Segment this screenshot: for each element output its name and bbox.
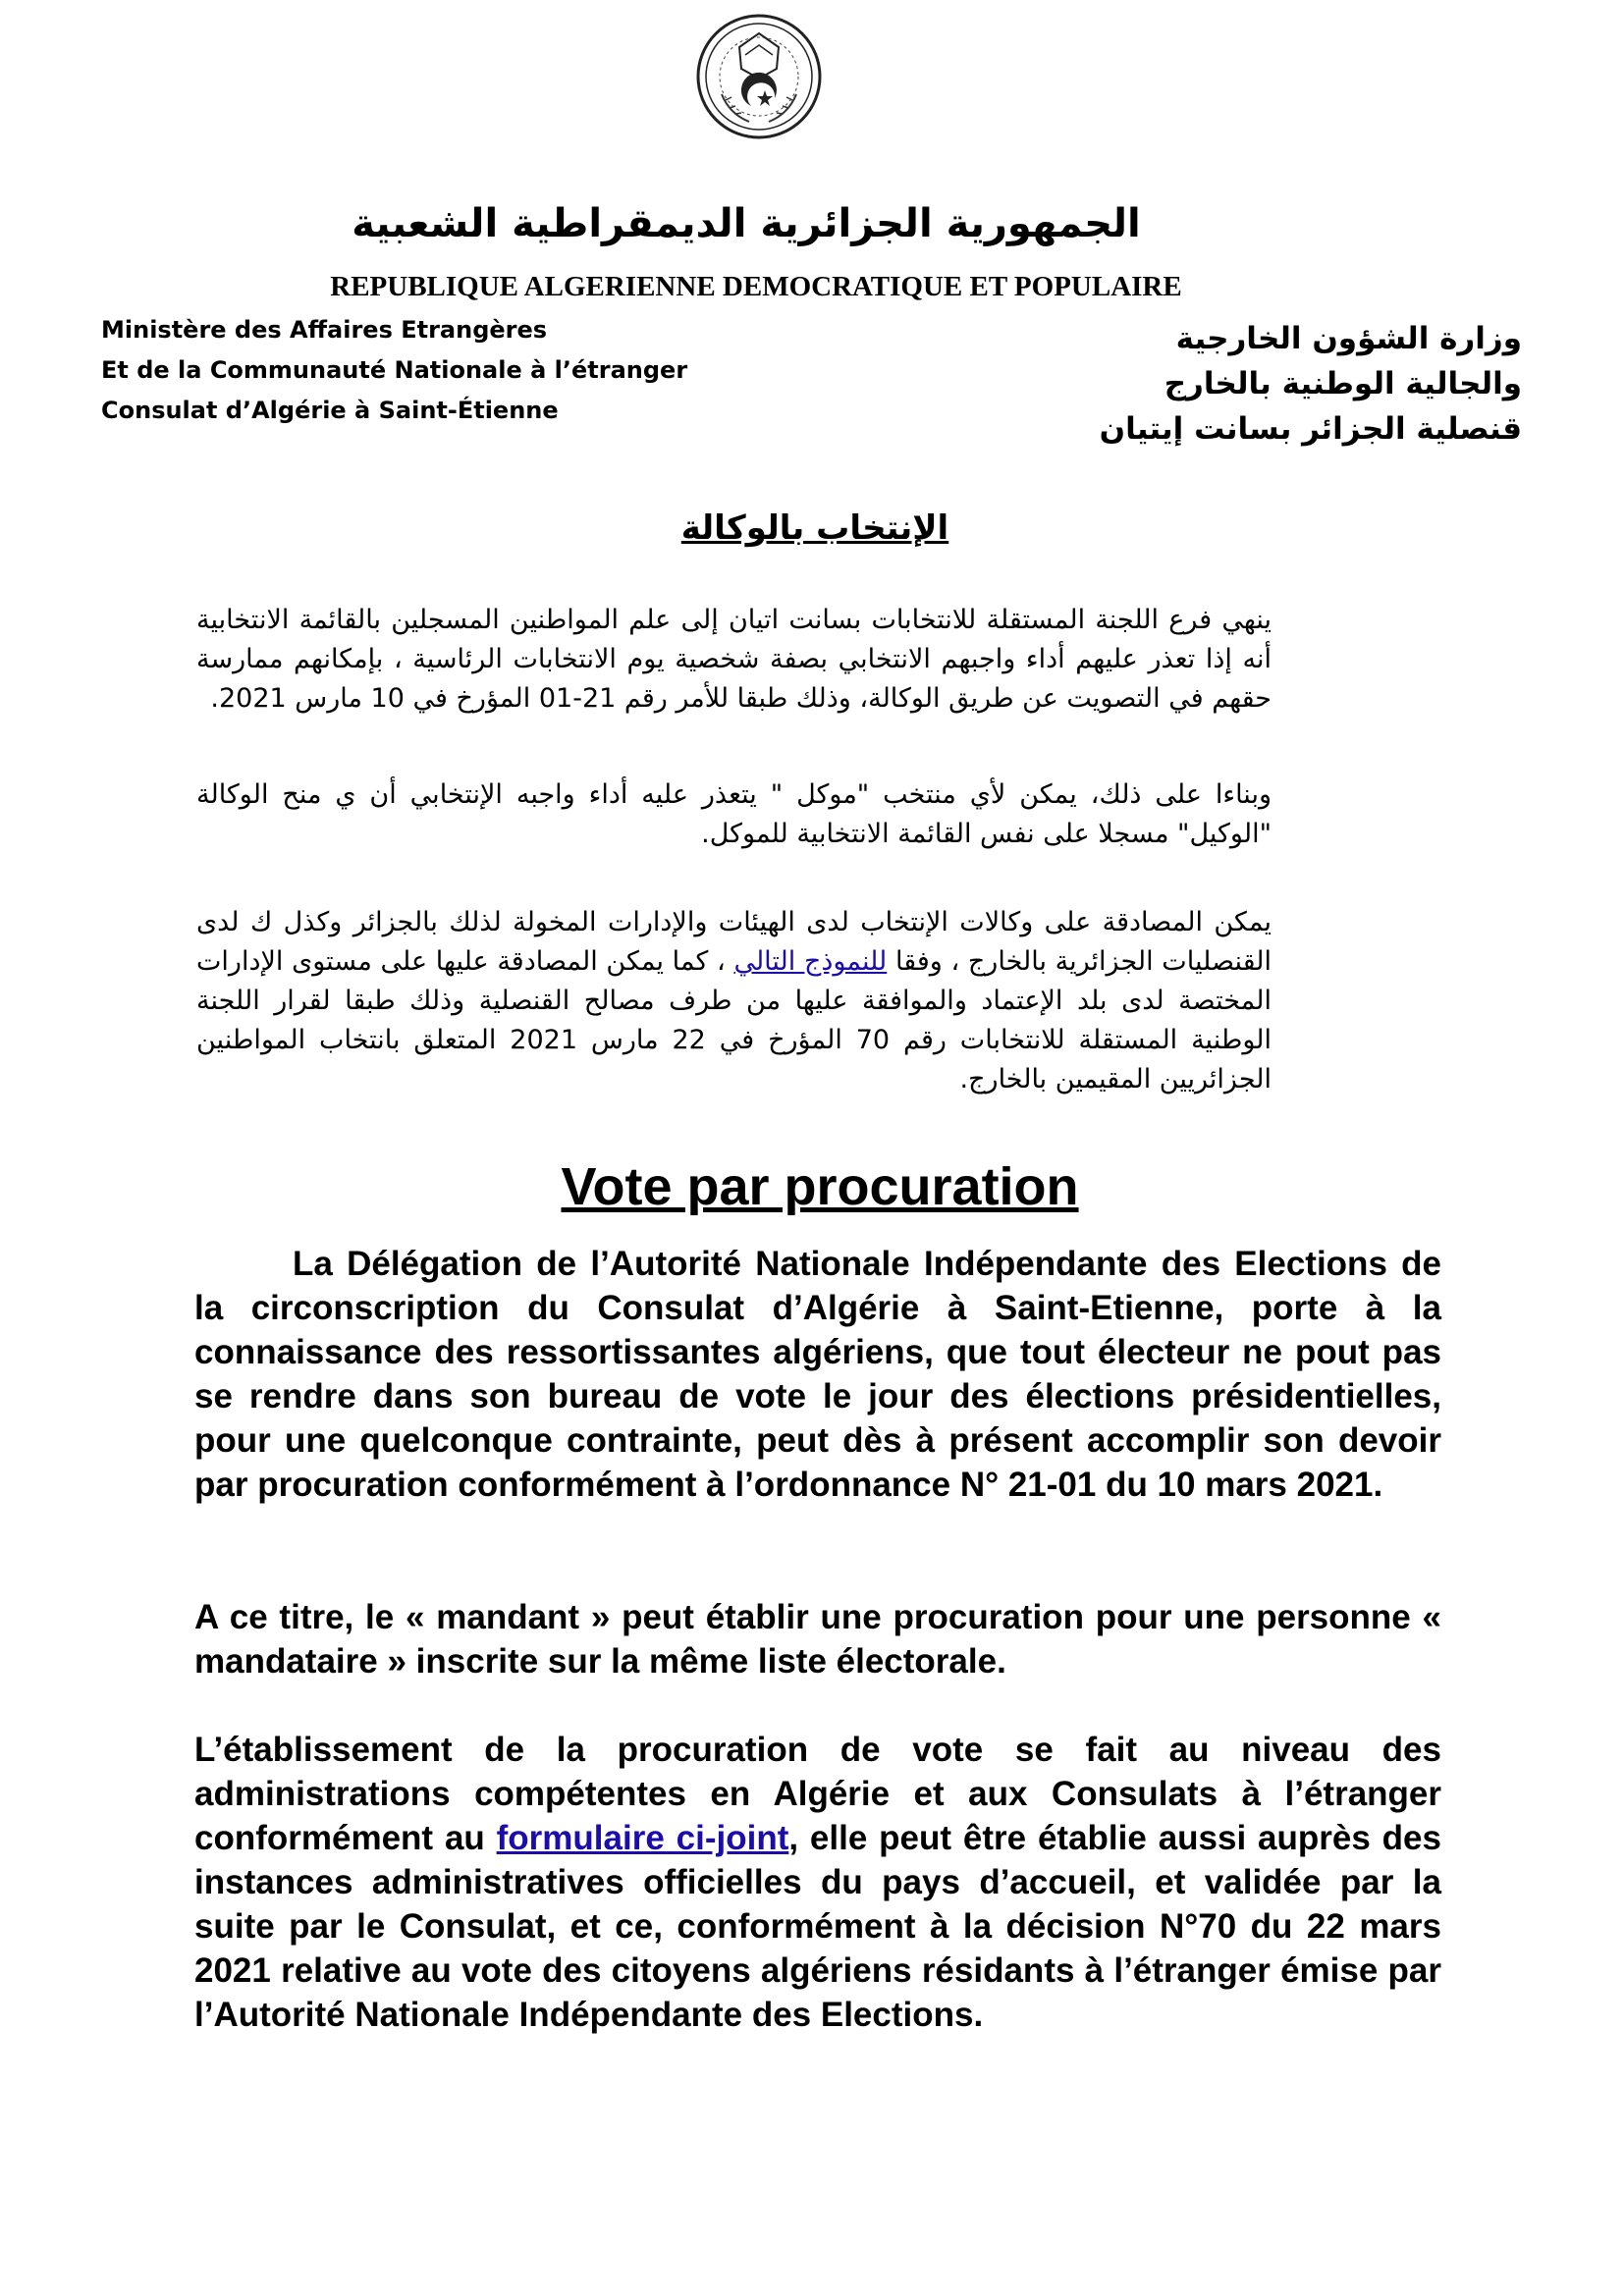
header-title-french: REPUBLIQUE ALGERIENNE DEMOCRATIQUE ET POPULAIRE: [330, 271, 1182, 302]
ministry-line: Ministère des Affaires Etrangères: [101, 316, 548, 344]
french-paragraph-3-text: , elle peut être établie aussi auprès des instances administratives officielles du pays d’accueil, et validée par la suite par le Consulat, et ce, conformément à la décision N°70 du 22 mars 2021 relative au vote des citoyens algériens résidants à l’étranger émise par l’Autorité Nationale Indépendante des Elections.: [194, 1819, 1441, 2034]
ministry-line: والجالية الوطنية بالخارج: [1164, 366, 1522, 401]
french-heading: Vote par procuration: [561, 1157, 1079, 1216]
consulate-line: قنصلية الجزائر بسانت إيتيان: [1099, 411, 1522, 447]
ministry-block-arabic: [1011, 316, 1522, 452]
arabic-paragraph-1: ينهي فرع اللجنة المستقلة للانتخابات بسانت اتيان إلى علم المواطنين المسجلين بالقائمة الانتخابية أنه إذا تعذر عليهم أداء واجبهم الانتخابي بصفة شخصية يوم الانتخابات الرئاسية ، بإمكانهم ممارسة حقهم في التصويت عن طريق الوكالة، وذلك طبقا للأمر رقم 21-01 المؤرخ في 10 مارس 2021.: [196, 605, 1272, 714]
algerian-coat-of-arms-icon: [680, 8, 838, 145]
french-paragraph-3-text: L’établissement de la procuration de vote se fait au niveau des administrations compétentes en Algérie et aux Consulats à l’étranger conformément au: [194, 1731, 1441, 1857]
french-paragraph-1: [194, 1242, 1441, 1507]
french-paragraph-2: A ce titre, le « mandant » peut établir une procuration pour une personne « mandataire » inscrite sur la même liste électorale.: [194, 1598, 1441, 1681]
arabic-paragraph-2: وبناءا على ذلك، يمكن لأي منتخب "موكل " يتعذر عليه أداء واجبه الإنتخابي أن ي منح الوكالة "الوكيل" مسجلا على نفس القائمة الانتخابية للموكل.: [196, 779, 1272, 849]
ministry-block-french: [101, 310, 710, 431]
ministry-line: وزارة الشؤون الخارجية: [1175, 321, 1522, 356]
arabic-paragraph-3-text: يمكن المصادقة على وكالات الإنتخاب لدى الهيئات والإدارات المخولة لذلك بالجزائر وكذل ك لدى القنصليات الجزائرية بالخارج ، وفقا: [196, 907, 1272, 977]
arabic-heading: الإنتخاب بالوكالة: [680, 508, 949, 548]
french-form-link[interactable]: formulaire ci-joint: [496, 1819, 789, 1857]
arabic-paragraph-3-text: ، كما يمكن المصادقة عليها على مستوى الإدارات المختصة لدى بلد الإعتماد والموافقة عليها من طرف مصالح القنصلية وذلك طبقا لقرار اللجنة الوطنية المستقلة للانتخابات رقم 70 المؤرخ في 22 مارس 2021 المتعلق بانتخاب المواطنين الجزائريين المقيمين بالخارج.: [196, 946, 1272, 1095]
arabic-form-link[interactable]: للنموذج التالي: [733, 946, 888, 977]
arabic-paragraph-3: [196, 903, 1272, 1099]
header-title-arabic: الجمهورية الجزائرية الديمقراطية الشعبية: [352, 201, 1141, 246]
french-paragraph-1-text: La Délégation de l’Autorité Nationale Indépendante des Elections de la circonscription du Consulat d’Algérie à Saint-Etienne, porte à la connaissance des ressortissantes algériens, que tout électeur ne pout pas se rendre dans son bureau de vote le jour des élections présidentielles, pour une quelconque contrainte, peut dès à présent accomplir son devoir par procuration conformément à l’ordonnance N° 21-01 du 10 mars 2021.: [194, 1245, 1441, 1504]
french-paragraph-3: [194, 1728, 1441, 2037]
consulate-line: Consulat d’Algérie à Saint-Étienne: [101, 397, 559, 424]
ministry-line: Et de la Communauté Nationale à l’étranger: [101, 356, 688, 384]
